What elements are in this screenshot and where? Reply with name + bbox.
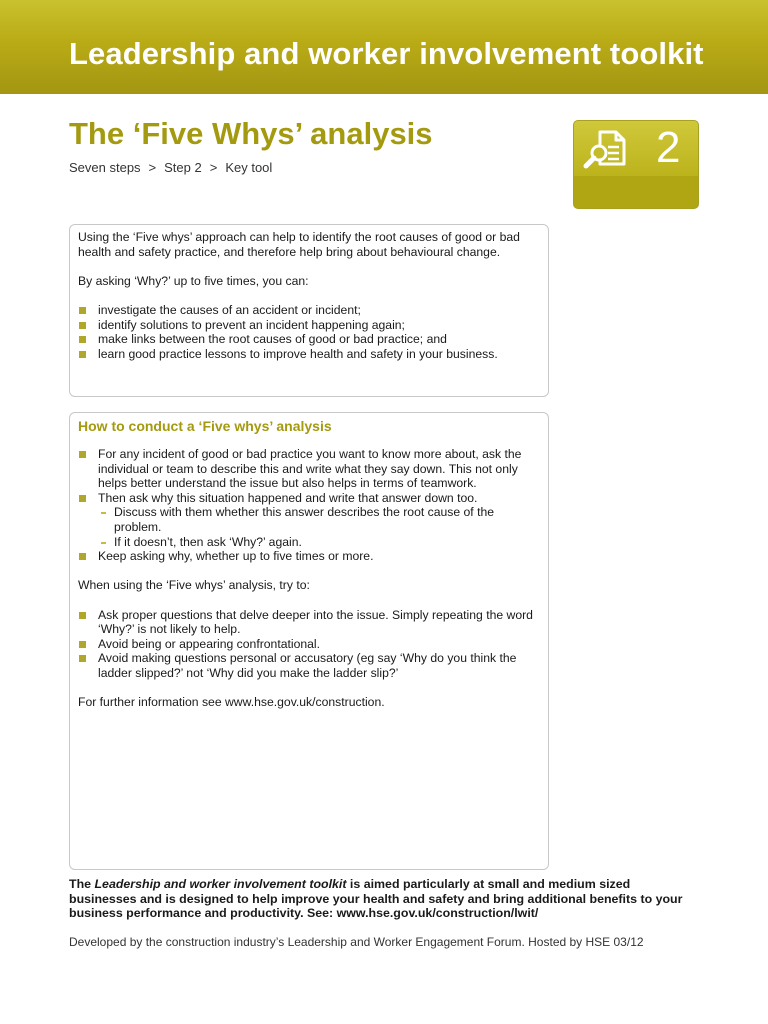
square-bullet-icon [79,451,86,458]
breadcrumb [69,160,272,175]
square-bullet-icon [79,553,86,560]
list-item-text: investigate the causes of an accident or incident; [98,302,361,317]
further-info: For further information see www.hse.gov.uk/construction. [78,695,385,710]
square-bullet-icon [79,351,86,358]
header-banner [0,0,768,94]
square-bullet-icon [79,322,86,329]
list-item [78,447,540,491]
list-item [78,347,540,362]
breadcrumb-separator: > [148,160,157,175]
square-bullet-icon [79,307,86,314]
list-item-text: make links between the root causes of good or bad practice; and [98,332,447,347]
square-bullet-icon [79,612,86,619]
howto-step-list [78,447,540,564]
list-item [78,303,540,318]
tips-intro: When using the ‘Five whys’ analysis, try to: [78,578,310,593]
list-item [78,608,540,637]
intro-paragraph: By asking ‘Why?’ up to five times, you can: [78,273,309,288]
list-item-text: For any incident of good or bad practice you want to know more about, ask the individual or team to describe this and write what they say down. This not only helps better understand the issue but also helps in terms of teamwork. [98,447,522,491]
list-item-text: Keep asking why, whether up to five times or more. [98,549,374,564]
list-item [98,505,540,534]
list-item-text: If it doesn’t, then ask ‘Why?’ again. [114,534,302,549]
list-item [78,549,540,564]
footer-summary-text: is aimed particularly at small and medium sized businesses and is designed to help improve your health and safety and bring additional benefits to your business performance and productivity. See: www.hse.gov.uk/construction/lwit/ [69,877,683,921]
footer-summary-prefix: The [69,877,95,891]
list-item [78,651,540,680]
list-item-text: Ask proper questions that delve deeper into the issue. Simply repeating the word ‘Why?’ is not likely to help. [98,607,533,637]
footer-credit: Developed by the construction industry’s Leadership and Worker Engagement Forum. Hosted by HSE 03/12 [69,935,644,949]
list-item-text: identify solutions to prevent an incident happening again; [98,317,405,332]
list-item [78,318,540,333]
intro-paragraph: Using the ‘Five whys’ approach can help to identify the root causes of good or bad health and safety practice, and therefore help bring about behavioural change. [78,230,520,259]
list-item [98,535,540,550]
howto-substep-list [98,505,540,549]
square-bullet-icon [79,641,86,648]
breadcrumb-item[interactable]: Step 2 [164,160,202,175]
footer-summary-toolkit-name: Leadership and worker involvement toolkit [94,877,347,891]
howto-heading: How to conduct a ‘Five whys’ analysis [78,418,332,434]
howto-box [69,412,549,870]
list-item [78,637,540,652]
list-item-text: Avoid making questions personal or accusatory (eg say ‘Why do you think the ladder slipped?’ not ‘Why did you make the ladder slip?’ [98,651,517,680]
square-bullet-icon [79,655,86,662]
breadcrumb-separator: > [209,160,218,175]
page-title: The ‘Five Whys’ analysis [69,116,433,151]
square-bullet-icon [79,336,86,343]
list-item [78,491,540,549]
toolkit-title: Leadership and worker involvement toolkit [69,36,704,71]
step-badge [573,120,699,209]
breadcrumb-item[interactable]: Seven steps [69,160,141,175]
intro-bullet-list [78,303,540,361]
breadcrumb-item[interactable]: Key tool [225,160,273,175]
square-bullet-icon [79,495,86,502]
document-magnifier-icon [582,126,630,172]
intro-box [69,224,549,397]
dash-bullet-icon [101,512,106,514]
list-item-text: Discuss with them whether this answer describes the root cause of the problem. [114,505,495,534]
footer-summary [69,877,689,921]
list-item [78,332,540,347]
step-badge-bottom [574,176,698,208]
tips-list [78,608,540,681]
list-item-text: learn good practice lessons to improve health and safety in your business. [98,346,498,361]
step-number: 2 [656,123,681,172]
dash-bullet-icon [101,542,106,544]
list-item-text: Avoid being or appearing confrontational. [98,636,321,651]
list-item-text: Then ask why this situation happened and write that answer down too. [98,490,478,505]
